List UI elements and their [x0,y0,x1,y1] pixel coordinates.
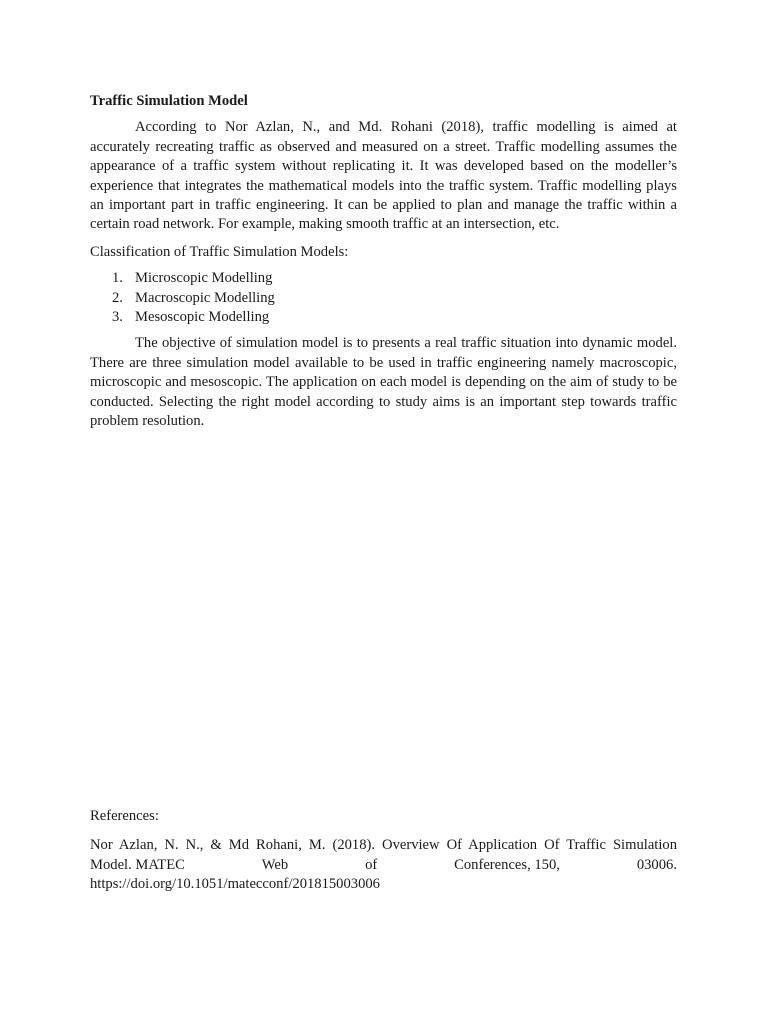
references-section [90,807,677,895]
list-item-number: 2. [112,289,123,306]
reference-part: Model. MATEC [90,856,185,873]
list-item [90,289,677,308]
list-item-label: Macroscopic Modelling [135,289,275,306]
list-item [90,308,677,327]
document-title: Traffic Simulation Model [90,93,248,109]
classification-list [90,269,677,327]
list-item-number: 1. [112,270,123,287]
reference-entry [90,836,677,894]
reference-line: Nor Azlan, N. N., & Md Rohani, M. (2018). Overview Of Application Of Traffic Simulation [90,837,677,854]
reference-part: of [365,856,378,873]
references-label: References: [90,808,159,824]
classification-label: Classification of Traffic Simulation Models: [90,243,349,260]
document-body [90,92,677,431]
reference-part: Web [261,856,289,873]
reference-line [90,856,677,875]
reference-doi-link[interactable]: https://doi.org/10.1051/matecconf/201815003006 [90,876,380,893]
intro-paragraph: According to Nor Azlan, N., and Md. Rohani (2018), traffic modelling is aimed at accurately recreating traffic as observed and measured on a street. Traffic modelling assumes the appearance of a traffic system without replicating it. It was developed based on the modeller’s experience that integrates the mathematical models into the traffic system. Traffic modelling plays an important part in traffic engineering. It can be applied to plan and manage the traffic within a certain road network. For example, making smooth traffic at an intersection, etc. [90,119,677,233]
list-item-label: Microscopic Modelling [135,270,273,287]
list-item-label: Mesoscopic Modelling [135,309,270,326]
list-item [90,269,677,288]
objective-paragraph: The objective of simulation model is to presents a real traffic situation into dynamic model. There are three simulation model available to be used in traffic engineering namely macroscopic, microscopic and mesoscopic. The application on each model is depending on the aim of study to be conducted. Selecting the right model according to study aims is an important step towards traffic problem resolution. [90,335,677,430]
reference-part: 03006. [636,856,677,873]
list-item-number: 3. [112,309,123,326]
reference-part: Conferences, 150, [454,856,560,873]
